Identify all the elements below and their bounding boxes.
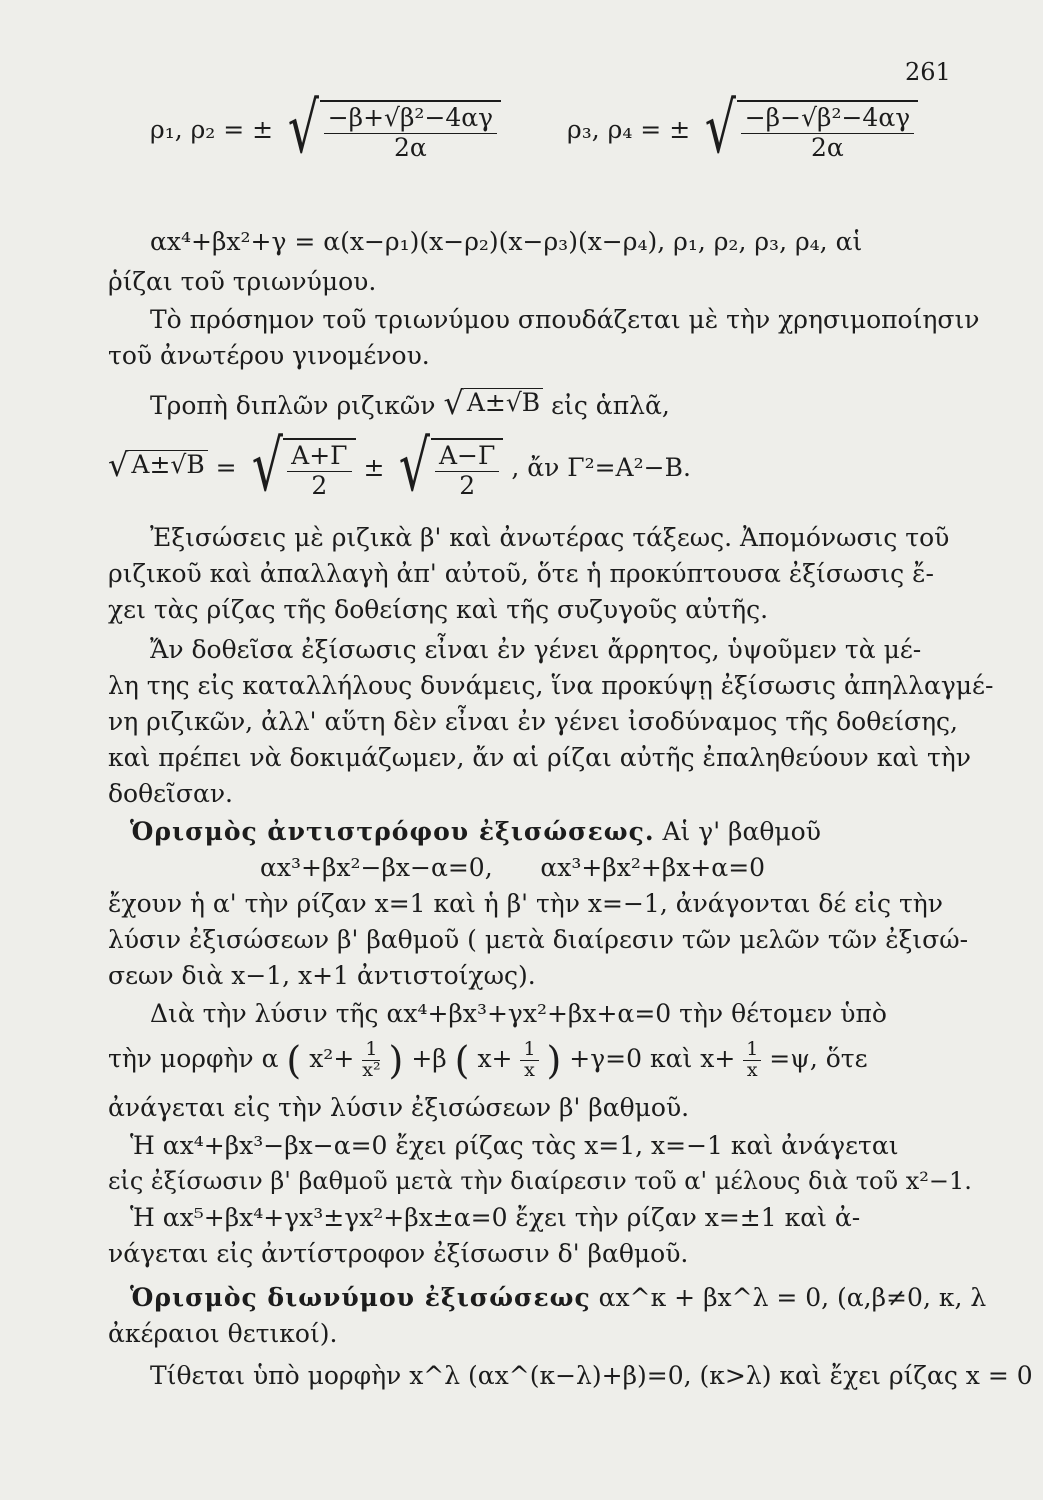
identity-lhs: √ A±√B: [108, 450, 208, 480]
double-radical-intro-text: Τροπὴ διπλῶν ριζικῶν: [150, 390, 436, 420]
double-radical-expr: √ A±√B: [443, 388, 543, 418]
identity-condition: , ἄν Γ²=A²−B.: [511, 452, 691, 482]
binomial-last: Τίθεται ὑπὸ μορφὴν x^λ (αx^(κ−λ)+β)=0, (κ>λ) καὶ ἔχει ρίζας x = 0: [150, 1361, 1033, 1390]
form-mid4: +γ=0 καὶ x+: [569, 1043, 736, 1073]
radical-sign-icon: √: [704, 87, 737, 169]
roots-left-label: ρ₁, ρ₂ = ±: [150, 114, 274, 144]
p2-line4: καὶ πρέπει νὰ δοκιμάζωμεν, ἄν αἱ ρίζαι αὐτῆς ἐπαληθεύουν καὶ τὴν: [108, 743, 971, 772]
roots-right-numerator: −β−√β²−4αγ: [741, 104, 914, 134]
p2-line2: λη της εἰς καταλλήλους δυνάμεις, ἵνα προκύψῃ ἐξίσωσις ἀπηλλαγμέ-: [108, 671, 994, 700]
roots-left-numerator: −β+√β²−4αγ: [324, 104, 497, 134]
roots-left-radical: [281, 87, 501, 169]
p2-line1: Ἄν δοθεῖσα ἐξίσωσις εἶναι ἐν γένει ἄρρητος, ὑψοῦμεν τὰ μέ-: [150, 635, 922, 664]
reciprocal-line2: λύσιν ἐξισώσεων β' βαθμοῦ ( μετὰ διαίρεσιν τῶν μελῶν τῶν ἐξισώ-: [108, 925, 969, 954]
reciprocal-heading: Ὁρισμὸς ἀντιστρόφου ἐξισώσεως.: [130, 817, 655, 846]
right-paren-icon: ): [388, 1038, 404, 1083]
double-radical-outro: εἰς ἁπλᾶ,: [551, 390, 670, 420]
identity-num2: A−Γ: [435, 442, 499, 472]
p1-line2: ριζικοῦ καὶ ἀπαλλαγὴ ἀπ' αὐτοῦ, ὅτε ἡ προκύπτουσα ἐξίσωσις ἔ-: [108, 559, 934, 588]
identity-den2: 2: [459, 470, 476, 500]
roots-right-radical: [698, 87, 918, 169]
form-frac1: $\frac{1}{\text{x²}}$: [362, 1038, 381, 1081]
radical-sign-icon: √: [399, 425, 431, 507]
p1-line1: Ἐξισώσεις μὲ ριζικὰ β' καὶ ἀνωτέρας τάξεως. Ἀπομόνωσις τοῦ: [150, 523, 950, 552]
form-prefix: τὴν μορφὴν α: [108, 1043, 279, 1073]
radical-sign-icon: √: [251, 425, 283, 507]
roots-right-label: ρ₃, ρ₄ = ±: [567, 114, 691, 144]
double-radical-identity: [108, 425, 691, 507]
double-radical-intro: [150, 383, 670, 422]
reciprocal-more4: νάγεται εἰς ἀντίστροφον ἐξίσωσιν δ' βαθμοῦ.: [108, 1239, 689, 1268]
form-end: =ψ, ὅτε: [769, 1043, 868, 1073]
form-frac3: $\frac{1}{x}$: [743, 1040, 761, 1081]
identity-num1: A+Γ: [287, 442, 351, 472]
roots-formula: [150, 87, 918, 169]
sign-line1: Τὸ πρόσημον τοῦ τριωνύμου σπουδάζεται μὲ τὴν χρησιμοποίησιν: [150, 305, 980, 334]
identity-pm: ±: [363, 452, 385, 482]
radical-sign-icon: √: [287, 87, 319, 169]
binomial-heading: Ὁρισμὸς διωνύμου ἐξισώσεως: [130, 1283, 591, 1312]
reciprocal-more1: Ἡ αx⁴+βx³−βx−α=0 ἔχει ρίζας τὰς x=1, x=−1 καὶ ἀνάγεται: [130, 1131, 899, 1160]
form-frac2: $\frac{1}{x}$: [520, 1040, 538, 1081]
reciprocal-reduce-line: ἀνάγεται εἰς τὴν λύσιν ἐξισώσεων β' βαθμοῦ.: [108, 1093, 690, 1122]
radical-sign-icon: √: [443, 383, 464, 422]
form-mid2: +β: [411, 1043, 447, 1073]
left-paren-icon: (: [286, 1038, 302, 1083]
factorization-line2: ῥίζαι τοῦ τριωνύμου.: [108, 267, 377, 296]
identity-radical-1: [245, 425, 356, 507]
identity-radical-2: [392, 425, 503, 507]
reciprocal-eq-line: αx³+βx²−βx−α=0, αx³+βx²+βx+α=0: [260, 853, 766, 882]
binomial-heading-rest: αx^κ + βx^λ = 0, (α,β≠0, κ, λ: [598, 1283, 987, 1312]
right-paren-icon: ): [546, 1038, 562, 1083]
reciprocal-line3: σεων διὰ x−1, x+1 ἀντιστοίχως).: [108, 961, 536, 990]
identity-equals: =: [215, 452, 237, 482]
p2-line5: δοθεῖσαν.: [108, 779, 233, 808]
reciprocal-heading-rest: Αἱ γ' βαθμοῦ: [662, 817, 821, 846]
form-mid1: x²+: [309, 1043, 355, 1073]
identity-den1: 2: [311, 470, 328, 500]
binomial-heading-line: [130, 1284, 986, 1313]
reciprocal-line1: ἔχουν ἡ α' τὴν ρίζαν x=1 καὶ ἡ β' τὴν x=−1, ἀνάγονται δέ εἰς τὴν: [108, 889, 943, 918]
radical-sign-icon: √: [108, 445, 129, 484]
binomial-line2: ἀκέραιοι θετικοί).: [108, 1319, 338, 1348]
sign-line2: τοῦ ἀνωτέρου γινομένου.: [108, 341, 430, 370]
p2-line3: νη ριζικῶν, ἀλλ' αὕτη δὲν εἶναι ἐν γένει ἰσοδύναμος τῆς δοθείσης,: [108, 707, 958, 736]
roots-left-denominator: 2α: [394, 132, 427, 162]
page-number: 261: [905, 58, 951, 86]
factorization-line1: αx⁴+βx²+γ = α(x−ρ₁)(x−ρ₂)(x−ρ₃)(x−ρ₄), ρ₁, ρ₂, ρ₃, ρ₄, αἱ: [150, 227, 863, 256]
form-mid3: x+: [477, 1043, 513, 1073]
roots-right-denominator: 2α: [811, 132, 844, 162]
reciprocal-more3: Ἡ αx⁵+βx⁴+γx³±γx²+βx±α=0 ἔχει τὴν ρίζαν x=±1 καὶ ἀ-: [130, 1203, 861, 1232]
reciprocal-solve-line: Διὰ τὴν λύσιν τῆς αx⁴+βx³+γx²+βx+α=0 τὴν θέτομεν ὑπὸ: [150, 999, 887, 1028]
reciprocal-heading-line: [130, 818, 821, 847]
reciprocal-more2: εἰς ἐξίσωσιν β' βαθμοῦ μετὰ τὴν διαίρεσιν τοῦ α' μέλους διὰ τοῦ x²−1.: [108, 1167, 972, 1195]
left-paren-icon: (: [454, 1038, 470, 1083]
p1-line3: χει τὰς ρίζας τῆς δοθείσης καὶ τῆς συζυγοῦς αὐτῆς.: [108, 595, 769, 624]
reciprocal-form-line: [108, 1040, 868, 1081]
